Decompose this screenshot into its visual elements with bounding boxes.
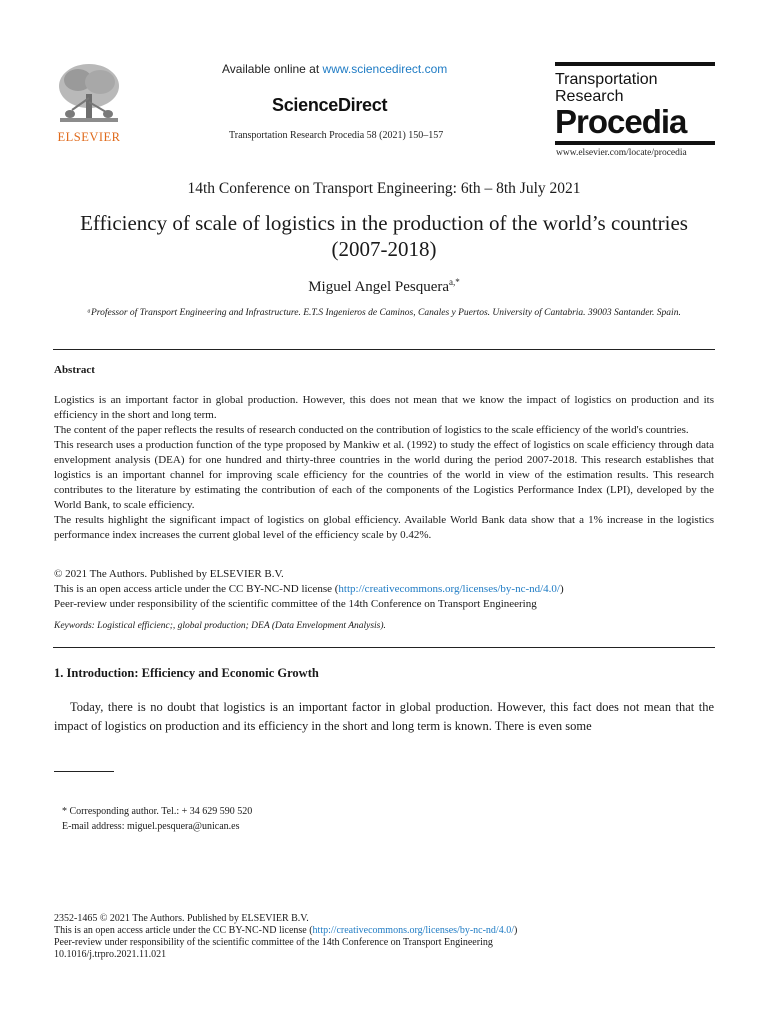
abstract-paragraph: Logistics is an important factor in global production. However, this does not mean that we know the impact of logistics on production and its efficiency in the short and long term. <box>54 394 714 421</box>
license-prefix: This is an open access article under the CC BY-NC-ND license ( <box>54 583 339 595</box>
bottom-license-prefix: This is an open access article under the CC BY-NC-ND license ( <box>54 925 313 936</box>
abstract-paragraph: This research uses a production function of the type proposed by Mankiw et al. (1992) to study the effect of logistics on scale efficiency through data envelopment analysis (DEA) for one hundred and thirty-three countries in the world during the period 2007-2018. This research establishes that logistics is an important channel for improving scale efficiency for the countries of the world in view of the estimation results. This research contributes to the literature by estimating the contribution of each of the components of the Logistics Performance Index (LPI), developed by the World Bank, to scale efficiency. <box>54 439 714 511</box>
footnote-line1: * Corresponding author. Tel.: + 34 629 590 520 <box>62 806 253 817</box>
section-heading: 1. Introduction: Efficiency and Economic Growth <box>54 666 319 680</box>
issn-line: 2352-1465 © 2021 The Authors. Published by ELSEVIER B.V. <box>54 913 309 924</box>
license-link[interactable]: http://creativecommons.org/licenses/by-nc-nd/4.0/ <box>338 583 560 595</box>
sciencedirect-link[interactable]: www.sciencedirect.com <box>322 62 448 76</box>
footnote <box>62 804 252 834</box>
section-body: Today, there is no doubt that logistics is an important factor in global production. However, this fact does not mean that the impact of logistics on production and its efficiency in the short and long term is known. There is even some <box>54 700 714 733</box>
journal-reference: Transportation Research Procedia 58 (2021) 150–157 <box>229 130 444 141</box>
keywords: Keywords: Logistical efficienc;, global production; DEA (Data Envelopment Analysis). <box>54 621 386 631</box>
author-line <box>0 277 768 296</box>
abstract-paragraph: The results highlight the significant impact of logistics on global efficiency. Available World Bank data show that a 1% increase in the logistics performance index increases the current global level of the efficiency scale by 0.42%. <box>54 514 714 541</box>
journal-logo-line2: Research <box>555 88 624 105</box>
footnote-rule <box>54 771 114 772</box>
bottom-license-line <box>54 925 517 937</box>
conference-line: 14th Conference on Transport Engineering: 6th – 8th July 2021 <box>187 180 581 197</box>
journal-logo-bar-bottom <box>555 141 715 145</box>
abstract-paragraph: The content of the paper reflects the results of research conducted on the contribution of logistics to the scale efficiency of the world's countries. <box>54 424 689 436</box>
sciencedirect-brand: ScienceDirect <box>272 95 388 115</box>
journal-logo <box>555 62 715 145</box>
copyright-line3: Peer-review under responsibility of the scientific committee of the 14th Conference on Transport Engineering <box>54 598 537 610</box>
journal-logo-bar-top <box>555 62 715 66</box>
affiliation: ᵃProfessor of Transport Engineering and Infrastructure. E.T.S Ingenieros de Caminos, Canales y Puertos. University of Cantabria. 39003 Santander. Spain. <box>87 308 681 318</box>
journal-url[interactable]: www.elsevier.com/locate/procedia <box>556 148 687 158</box>
bottom-peer-review: Peer-review under responsibility of the scientific committee of the 14th Conference on Transport Engineering <box>54 937 493 948</box>
copyright-block <box>54 567 714 612</box>
elsevier-wordmark: ELSEVIER <box>57 130 121 144</box>
abstract-heading: Abstract <box>54 364 95 376</box>
divider-bottom <box>53 647 715 648</box>
author-name: Miguel Angel Pesquera <box>308 279 450 295</box>
bottom-license-link[interactable]: http://creativecommons.org/licenses/by-nc-nd/4.0/ <box>312 925 514 936</box>
doi[interactable]: 10.1016/j.trpro.2021.11.021 <box>54 949 167 960</box>
journal-logo-line1: Transportation <box>555 71 658 88</box>
bottom-license-suffix: ) <box>513 925 518 936</box>
available-prefix: Available online at <box>222 62 323 76</box>
divider-top <box>53 349 715 350</box>
journal-logo-line3: Procedia <box>555 103 687 140</box>
footnote-line2: E-mail address: miguel.pesquera@unican.es <box>62 821 240 832</box>
author-sup: a,* <box>449 277 460 287</box>
copyright-line2 <box>54 582 714 597</box>
abstract-body <box>54 393 714 543</box>
copyright-line1: © 2021 The Authors. Published by ELSEVIER B.V. <box>54 568 284 580</box>
license-suffix: ) <box>560 583 564 595</box>
paper-title: Efficiency of scale of logistics in the production of the world’s countries (2007-2018) <box>80 211 688 261</box>
available-online-line <box>222 62 447 76</box>
bottom-license-block <box>54 913 517 961</box>
